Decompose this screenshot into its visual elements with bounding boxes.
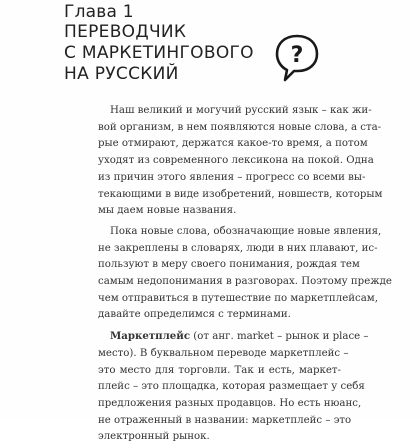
text-line: электронный рынок.: [98, 431, 210, 443]
text-line: самым недопонимания в разговорах. Поэтому прежде: [98, 276, 392, 288]
paragraph-3: [98, 328, 369, 446]
body-text: [98, 103, 392, 446]
paragraph-2: [98, 224, 392, 324]
text-line: вой организм, в нем появляются новые слова, а ста-: [98, 121, 382, 133]
text-line: не отраженный в названии: маркетплейс – это: [98, 414, 352, 426]
term-marketplace: Маркетплейс: [110, 330, 191, 343]
text-line: чем отправиться в путешествие по маркетплейсам,: [98, 292, 378, 304]
text-line: Маркетплейс (от анг. market – рынок и place –: [110, 330, 369, 343]
chapter-title-line-3: НА РУССКИЙ: [64, 64, 179, 84]
text-line: Наш великий и могучий русский язык – как жи-: [110, 105, 372, 116]
svg-text:?: ?: [290, 43, 304, 68]
text-line: не закреплены в словарях, люди в них плавают, ис-: [98, 242, 378, 254]
text-line: рые отмирают, держатся какое-то время, а потом: [98, 138, 368, 150]
chapter-label: Глава 1: [64, 2, 134, 22]
text-line: место). В буквальном переводе маркетплейс –: [98, 347, 349, 359]
text-line: давайте определимся с терминами.: [98, 309, 291, 321]
text-line: из причин этого явления – прогресс со всеми вы-: [98, 171, 366, 183]
question-speech-bubble-icon: [274, 33, 320, 85]
paragraph-1: [98, 103, 383, 220]
chapter-title-line-1: ПЕРЕВОДЧИК: [64, 22, 187, 42]
text-line: это место для торговли. Так и есть, маркет-: [98, 364, 341, 376]
text-line: Пока новые слова, обозначающие новые явления,: [110, 225, 382, 237]
text-line: текающими в виде изобретений, новшеств, которым: [98, 188, 383, 200]
text-line: пользуют в меру своего понимания, рождая тем: [98, 259, 360, 271]
text-line: плейс – это площадка, которая размещает у себя: [98, 381, 365, 393]
text-line: уходят из современного лексикона на покой. Одна: [98, 155, 374, 167]
text-line: предложения разных продавцов. Но есть нюанс,: [98, 397, 362, 409]
text-line: мы даем новые названия.: [98, 205, 237, 217]
chapter-title-line-2: С МАРКЕТИНГОВОГО: [64, 43, 254, 63]
